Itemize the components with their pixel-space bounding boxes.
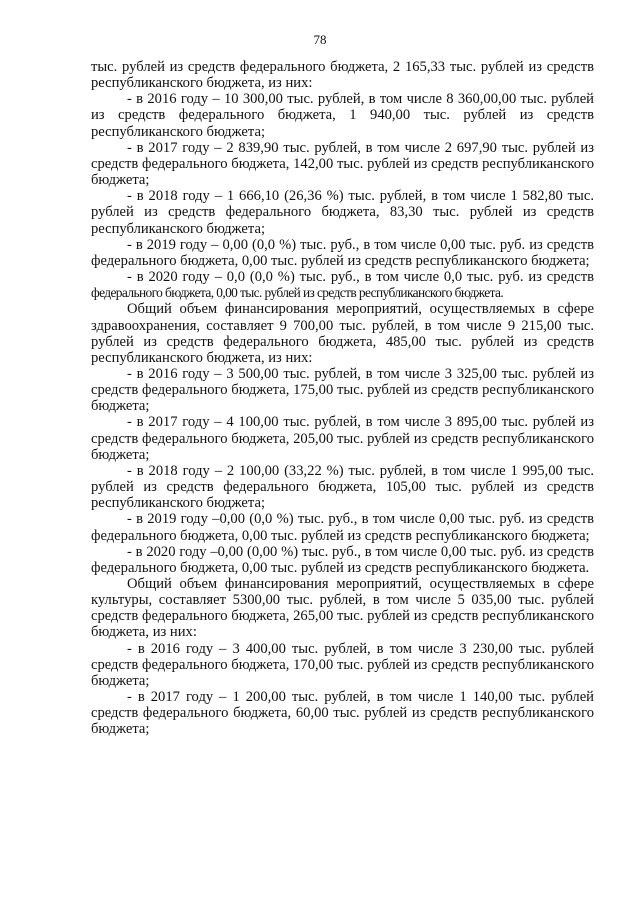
paragraph: - в 2017 году – 1 200,00 тыс. рублей, в том числе 1 140,00 тыс. рублей средств федерального бюджета, 60,00 тыс. рублей из средств республиканского бюджета; [91, 689, 594, 738]
paragraph: - в 2016 году – 10 300,00 тыс. рублей, в том числе 8 360,00,00 тыс. рублей из средств федерального бюджета, 1 940,00 тыс. рублей из средств республиканского бюджета; [91, 91, 594, 140]
paragraph: федерального бюджета, 0,00 тыс. рублей из средств республиканского бюджета. [91, 285, 504, 301]
body-text [91, 59, 594, 738]
paragraph: - в 2020 году – 0,0 (0,0 %) тыс. руб., в том числе 0,0 тыс. руб. из средств [127, 269, 594, 286]
paragraph: - в 2019 году – 0,00 (0,0 %) тыс. руб., в том числе 0,00 тыс. руб. из средств федерального бюджета, 0,00 тыс. рублей из средств республиканского бюджета; [91, 236, 594, 269]
paragraph: - в 2020 году –0,00 (0,00 %) тыс. руб., в том числе 0,00 тыс. руб. из средств федерального бюджета, 0,00 тыс. рублей из средств республиканского бюджета. [91, 543, 594, 576]
paragraph: - в 2017 году – 4 100,00 тыс. рублей, в том числе 3 895,00 тыс. рублей из средств федерального бюджета, 205,00 тыс. рублей из средств республиканского бюджета; [91, 414, 594, 463]
paragraph: - в 2018 году – 1 666,10 (26,36 %) тыс. рублей, в том числе 1 582,80 тыс. рублей из средств федерального бюджета, 83,30 тыс. рублей из средств республиканского бюджета; [91, 188, 594, 237]
paragraph: тыс. рублей из средств федерального бюджета, 2 165,33 тыс. рублей из средств республиканского бюджета, из них: [91, 59, 594, 92]
paragraph: - в 2016 году – 3 500,00 тыс. рублей, в том числе 3 325,00 тыс. рублей из средств федерального бюджета, 175,00 тыс. рублей из средств республиканского бюджета; [91, 365, 594, 415]
paragraph: - в 2017 году – 2 839,90 тыс. рублей, в том числе 2 697,90 тыс. рублей из средств федерального бюджета, 142,00 тыс. рублей из средств республиканского бюджета; [91, 139, 594, 189]
page-number: 78 [313, 32, 327, 47]
paragraph: Общий объем финансирования мероприятий, осуществляемых в сфере культуры, составляет 5300,00 тыс. рублей, в том числе 5 035,00 тыс. рублей средств федерального бюджета, 265,00 тыс. рублей из средств республиканского бюджета, из них: [91, 576, 594, 641]
paragraph: - в 2019 году –0,00 (0,0 %) тыс. руб., в том числе 0,00 тыс. руб. из средств федерального бюджета, 0,00 тыс. рублей из средств республиканского бюджета; [91, 511, 594, 544]
paragraph: - в 2018 году – 2 100,00 (33,22 %) тыс. рублей, в том числе 1 995,00 тыс. рублей из средств федерального бюджета, 105,00 тыс. рублей из средств республиканского бюджета; [91, 462, 594, 512]
paragraph: - в 2016 году – 3 400,00 тыс. рублей, в том числе 3 230,00 тыс. рублей средств федерального бюджета, 170,00 тыс. рублей из средств республиканского бюджета; [91, 640, 594, 689]
paragraph: Общий объем финансирования мероприятий, осуществляемых в сфере здравоохранения, составляет 9 700,00 тыс. рублей, в том числе 9 215,00 тыс. рублей из средств федерального бюджета, 485,00 тыс. рублей из средств республиканского бюджета, из них: [91, 301, 594, 366]
